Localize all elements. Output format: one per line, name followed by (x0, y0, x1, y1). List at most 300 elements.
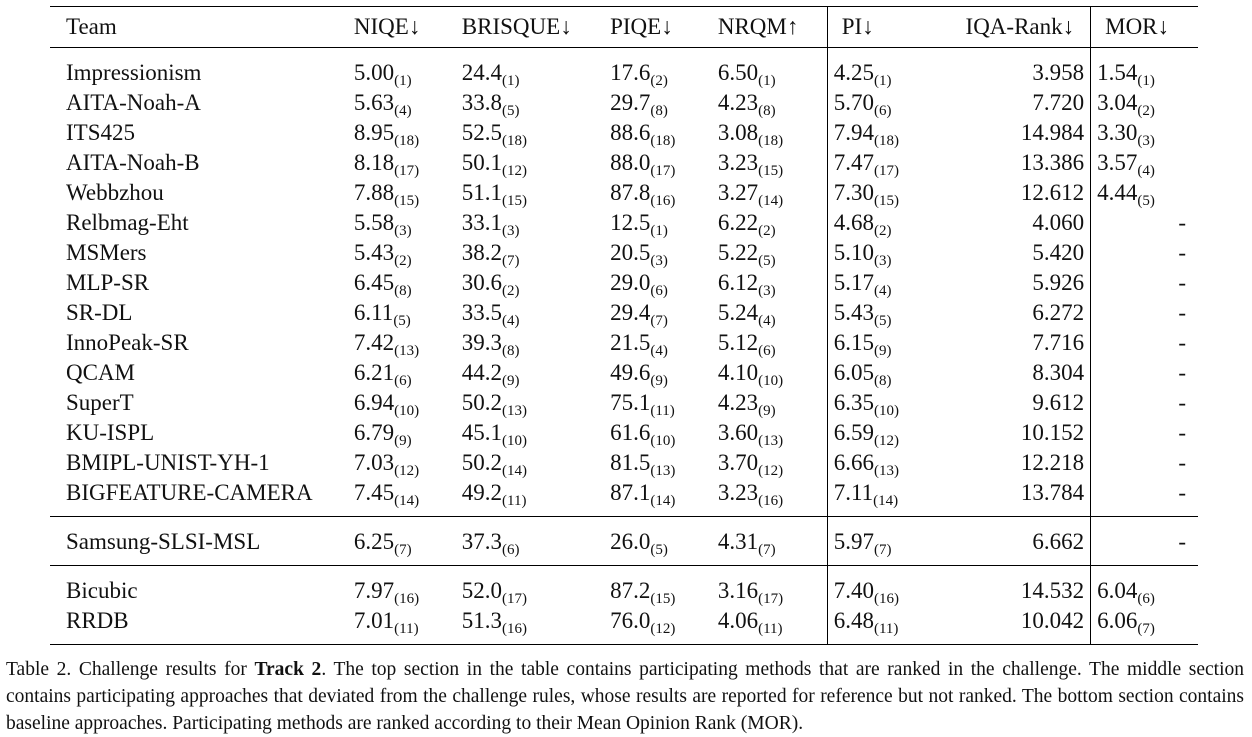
cell-value: 26.0 (610, 529, 651, 554)
cell-rank: (10) (502, 433, 528, 449)
cell-rank: (13) (873, 463, 899, 479)
cell-value: 6.66 (833, 450, 874, 475)
cell-value: 75.1 (610, 390, 651, 415)
cell-mor (1091, 448, 1198, 478)
cell-brisque (456, 238, 604, 268)
cell-mor (1091, 118, 1198, 148)
cell-rank: (9) (873, 343, 892, 359)
cell-mor (1091, 606, 1198, 645)
cell-nrqm (712, 148, 827, 178)
header-piqe: PIQE↓ (610, 14, 673, 39)
cell-iqa-rank: 5.420 (1032, 240, 1085, 265)
cell-value: - (1178, 300, 1186, 325)
cell-mor (1091, 328, 1198, 358)
cell-iqa-rank: 3.958 (1032, 60, 1085, 85)
cell-team: SuperT (66, 390, 134, 415)
cell-rank: (5) (650, 542, 668, 558)
cell-niqe (348, 298, 456, 328)
cell-piqe (604, 88, 712, 118)
cell-rank: (17) (394, 163, 420, 179)
cell-value: 6.06 (1097, 608, 1138, 633)
cell-pi (827, 48, 949, 89)
cell-value: 8.95 (353, 120, 395, 145)
cell-rank: (4) (758, 313, 776, 329)
cell-nrqm (712, 448, 827, 478)
cell-value: 5.43 (353, 240, 395, 265)
cell-rank: (17) (873, 163, 899, 179)
header-row (50, 7, 1198, 48)
cell-nrqm (712, 328, 827, 358)
cell-value: 37.3 (461, 529, 503, 554)
cell-value: 5.10 (833, 240, 874, 265)
cell-value: 87.8 (610, 180, 651, 205)
cell-value: 88.6 (610, 120, 651, 145)
cell-piqe (604, 566, 712, 607)
cell-niqe (348, 118, 456, 148)
cell-pi (827, 358, 949, 388)
cell-rank: (17) (758, 591, 784, 607)
cell-rank: (16) (394, 591, 420, 607)
cell-rank: (3) (650, 253, 668, 269)
cell-value: 1.54 (1097, 60, 1138, 85)
cell-value: 3.23 (717, 480, 759, 505)
cell-niqe (348, 478, 456, 517)
cell-value: 4.23 (717, 390, 759, 415)
cell-value: 5.12 (717, 330, 759, 355)
cell-piqe (604, 298, 712, 328)
cell-rank: (16) (873, 591, 899, 607)
cell-value: 4.10 (717, 360, 759, 385)
cell-value: 4.31 (717, 529, 759, 554)
cell-iqa-rank: 14.532 (1020, 578, 1085, 603)
cell-rank: (14) (650, 493, 676, 509)
cell-mor (1091, 418, 1198, 448)
cell-niqe (348, 517, 456, 566)
cell-pi (827, 238, 949, 268)
table-row (50, 88, 1198, 118)
cell-value: 3.27 (717, 180, 759, 205)
table-row (50, 328, 1198, 358)
cell-rank: (18) (394, 133, 420, 149)
cell-value: 5.24 (717, 300, 759, 325)
cell-niqe (348, 358, 456, 388)
cell-rank: (4) (650, 343, 668, 359)
cell-value: 50.1 (461, 150, 503, 175)
cell-brisque (456, 118, 604, 148)
cell-value: 3.04 (1097, 90, 1138, 115)
cell-niqe (348, 268, 456, 298)
cell-rank: (15) (873, 193, 899, 209)
cell-value: 7.42 (353, 330, 395, 355)
cell-value: - (1178, 270, 1186, 295)
cell-niqe (348, 48, 456, 89)
table-row (50, 148, 1198, 178)
cell-value: 6.59 (833, 420, 874, 445)
cell-rank: (18) (758, 133, 784, 149)
cell-value: 20.5 (610, 240, 651, 265)
cell-brisque (456, 388, 604, 418)
cell-value: 7.30 (833, 180, 874, 205)
cell-value: - (1178, 240, 1186, 265)
cell-team: QCAM (66, 360, 136, 385)
cell-piqe (604, 118, 712, 148)
cell-value: 6.35 (833, 390, 874, 415)
cell-team: BIGFEATURE-CAMERA (66, 480, 313, 505)
table-row (50, 478, 1198, 517)
cell-iqa-rank: 4.060 (1032, 210, 1085, 235)
cell-brisque (456, 517, 604, 566)
cell-rank: (2) (650, 73, 668, 89)
header-iqa-rank: IQA-Rank↓ (965, 14, 1075, 39)
cell-rank: (10) (758, 373, 784, 389)
cell-value: 3.30 (1097, 120, 1138, 145)
cell-rank: (7) (502, 253, 520, 269)
cell-rank: (12) (502, 163, 528, 179)
cell-value: 3.60 (717, 420, 759, 445)
cell-niqe (348, 88, 456, 118)
cell-nrqm (712, 298, 827, 328)
cell-iqa-rank: 13.784 (1020, 480, 1085, 505)
cell-rank: (17) (502, 591, 528, 607)
cell-mor (1091, 88, 1198, 118)
cell-value: 33.1 (461, 210, 503, 235)
header-brisque: BRISQUE↓ (461, 14, 572, 39)
cell-team: SR-DL (66, 300, 133, 325)
cell-rank: (3) (758, 283, 776, 299)
cell-team: InnoPeak-SR (66, 330, 189, 355)
cell-rank: (8) (650, 103, 668, 119)
table-row (50, 358, 1198, 388)
cell-rank: (7) (873, 542, 892, 558)
cell-rank: (18) (873, 133, 899, 149)
cell-brisque (456, 298, 604, 328)
cell-rank: (3) (873, 253, 892, 269)
cell-rank: (9) (394, 433, 412, 449)
cell-nrqm (712, 606, 827, 645)
cell-rank: (4) (873, 283, 892, 299)
cell-rank: (16) (758, 493, 784, 509)
header-niqe: NIQE↓ (353, 14, 421, 39)
cell-iqa-rank: 10.042 (1020, 608, 1085, 633)
cell-value: 7.88 (353, 180, 395, 205)
cell-team: AITA-Noah-A (66, 90, 201, 115)
cell-rank: (3) (394, 223, 412, 239)
cell-value: 49.6 (610, 360, 651, 385)
cell-value: 49.2 (461, 480, 503, 505)
section-baselines (50, 566, 1198, 645)
cell-value: 6.12 (717, 270, 759, 295)
cell-nrqm (712, 478, 827, 517)
cell-piqe (604, 606, 712, 645)
table-row (50, 606, 1198, 645)
section-unranked (50, 517, 1198, 566)
cell-team: MLP-SR (66, 270, 150, 295)
cell-value: 6.22 (717, 210, 759, 235)
cell-rank: (5) (873, 313, 892, 329)
cell-piqe (604, 268, 712, 298)
cell-rank: (6) (394, 373, 412, 389)
cell-value: 51.3 (461, 608, 503, 633)
cell-pi (827, 118, 949, 148)
table-row (50, 268, 1198, 298)
cell-mor (1091, 358, 1198, 388)
cell-niqe (348, 566, 456, 607)
cell-value: 6.11 (353, 300, 394, 325)
cell-value: 33.8 (461, 90, 503, 115)
cell-value: 6.15 (833, 330, 874, 355)
cell-rank: (13) (758, 433, 784, 449)
cell-value: 29.7 (610, 90, 651, 115)
cell-rank: (3) (502, 223, 520, 239)
cell-value: 3.16 (717, 578, 759, 603)
cell-team: BMIPL-UNIST-YH-1 (66, 450, 270, 475)
cell-team: Samsung-SLSI-MSL (66, 529, 261, 554)
cell-iqa-rank: 7.720 (1032, 90, 1085, 115)
cell-pi (827, 298, 949, 328)
cell-value: 88.0 (610, 150, 651, 175)
cell-rank: (11) (650, 403, 675, 419)
cell-value: - (1178, 360, 1186, 385)
cell-value: 6.79 (353, 420, 395, 445)
cell-rank: (9) (758, 403, 776, 419)
cell-rank: (8) (394, 283, 412, 299)
table-row (50, 238, 1198, 268)
cell-value: 39.3 (461, 330, 503, 355)
cell-rank: (11) (758, 621, 783, 637)
cell-value: 50.2 (461, 390, 503, 415)
cell-mor (1091, 178, 1198, 208)
cell-mor (1091, 517, 1198, 566)
cell-piqe (604, 478, 712, 517)
cell-iqa-rank: 9.612 (1032, 390, 1085, 415)
cell-value: 7.01 (353, 608, 395, 633)
cell-pi (827, 328, 949, 358)
cell-value: 5.22 (717, 240, 759, 265)
cell-rank: (11) (394, 621, 419, 637)
cell-value: 7.97 (353, 578, 395, 603)
cell-value: - (1178, 480, 1186, 505)
cell-rank: (4) (394, 103, 412, 119)
cell-nrqm (712, 178, 827, 208)
cell-brisque (456, 478, 604, 517)
cell-pi (827, 268, 949, 298)
cell-value: - (1178, 450, 1186, 475)
table-row (50, 208, 1198, 238)
table-header (50, 7, 1198, 48)
cell-value: 30.6 (461, 270, 503, 295)
cell-rank: (5) (393, 313, 411, 329)
cell-pi (827, 148, 949, 178)
cell-pi (827, 208, 949, 238)
cell-rank: (9) (502, 373, 520, 389)
cell-piqe (604, 328, 712, 358)
table-row (50, 298, 1198, 328)
cell-value: 6.48 (833, 608, 874, 633)
cell-rank: (6) (758, 343, 776, 359)
cell-value: 7.47 (833, 150, 874, 175)
table-row (50, 418, 1198, 448)
cell-value: - (1178, 330, 1186, 355)
cell-value: 4.25 (833, 60, 874, 85)
cell-mor (1091, 388, 1198, 418)
cell-value: 7.40 (833, 578, 874, 603)
cell-piqe (604, 448, 712, 478)
cell-mor (1091, 238, 1198, 268)
cell-piqe (604, 517, 712, 566)
header-team: Team (66, 14, 117, 39)
cell-iqa-rank: 12.612 (1020, 180, 1085, 205)
cell-value: 5.00 (353, 60, 395, 85)
cell-rank: (6) (502, 542, 520, 558)
table-caption (6, 656, 1244, 737)
cell-value: 3.70 (717, 450, 759, 475)
cell-piqe (604, 418, 712, 448)
cell-rank: (6) (650, 283, 668, 299)
cell-value: 4.68 (833, 210, 874, 235)
cell-rank: (1) (873, 73, 892, 89)
cell-pi (827, 606, 949, 645)
cell-nrqm (712, 238, 827, 268)
cell-rank: (11) (502, 493, 527, 509)
table-row (50, 178, 1198, 208)
table-row (50, 517, 1198, 566)
cell-value: 7.45 (353, 480, 395, 505)
cell-brisque (456, 268, 604, 298)
cell-rank: (10) (873, 403, 899, 419)
cell-value: 52.0 (461, 578, 503, 603)
header-nrqm: NRQM↑ (717, 14, 799, 39)
cell-rank: (12) (650, 621, 676, 637)
cell-nrqm (712, 566, 827, 607)
cell-rank: (4) (1137, 163, 1155, 179)
cell-iqa-rank: 12.218 (1020, 450, 1085, 475)
cell-brisque (456, 48, 604, 89)
cell-niqe (348, 178, 456, 208)
cell-pi (827, 517, 949, 566)
cell-niqe (348, 388, 456, 418)
cell-nrqm (712, 208, 827, 238)
cell-rank: (14) (873, 493, 899, 509)
cell-rank: (14) (394, 493, 420, 509)
cell-rank: (2) (394, 253, 412, 269)
cell-nrqm (712, 358, 827, 388)
cell-brisque (456, 418, 604, 448)
cell-iqa-rank: 7.716 (1032, 330, 1085, 355)
cell-value: 6.50 (717, 60, 759, 85)
cell-team: KU-ISPL (66, 420, 155, 445)
cell-niqe (348, 328, 456, 358)
cell-mor (1091, 268, 1198, 298)
cell-value: 7.94 (833, 120, 874, 145)
cell-piqe (604, 148, 712, 178)
cell-value: 87.2 (610, 578, 651, 603)
cell-value: 4.23 (717, 90, 759, 115)
cell-team: AITA-Noah-B (66, 150, 200, 175)
cell-niqe (348, 418, 456, 448)
cell-iqa-rank: 14.984 (1020, 120, 1085, 145)
cell-value: 5.58 (353, 210, 395, 235)
cell-team: Webbzhou (66, 180, 164, 205)
cell-rank: (10) (650, 433, 676, 449)
cell-nrqm (712, 48, 827, 89)
cell-value: - (1178, 420, 1186, 445)
cell-rank: (13) (394, 343, 420, 359)
cell-value: 87.1 (610, 480, 651, 505)
header-pi: PI↓ (827, 7, 949, 48)
cell-iqa-rank: 6.272 (1032, 300, 1085, 325)
cell-value: 8.18 (353, 150, 395, 175)
cell-pi (827, 566, 949, 607)
cell-rank: (1) (758, 73, 776, 89)
cell-rank: (2) (1137, 103, 1155, 119)
cell-piqe (604, 388, 712, 418)
cell-value: 44.2 (461, 360, 503, 385)
cell-rank: (17) (650, 163, 676, 179)
cell-value: 52.5 (461, 120, 503, 145)
cell-rank: (4) (502, 313, 520, 329)
cell-brisque (456, 566, 604, 607)
cell-mor (1091, 208, 1198, 238)
cell-rank: (15) (394, 193, 420, 209)
caption-track: Track 2 (254, 658, 322, 680)
cell-brisque (456, 606, 604, 645)
cell-value: 3.23 (717, 150, 759, 175)
cell-value: 21.5 (610, 330, 651, 355)
cell-rank: (16) (502, 621, 528, 637)
results-table (50, 6, 1198, 645)
cell-iqa-rank: 8.304 (1032, 360, 1085, 385)
cell-pi (827, 178, 949, 208)
cell-piqe (604, 358, 712, 388)
cell-team: Bicubic (66, 578, 138, 603)
cell-value: 45.1 (461, 420, 503, 445)
cell-rank: (6) (873, 103, 892, 119)
cell-rank: (16) (650, 193, 676, 209)
cell-brisque (456, 148, 604, 178)
cell-brisque (456, 328, 604, 358)
cell-value: 24.4 (461, 60, 503, 85)
table-row (50, 448, 1198, 478)
cell-value: 51.1 (461, 180, 503, 205)
cell-rank: (12) (873, 433, 899, 449)
cell-rank: (7) (758, 542, 776, 558)
cell-value: 38.2 (461, 240, 503, 265)
cell-rank: (12) (758, 463, 784, 479)
cell-mor (1091, 298, 1198, 328)
table-row (50, 566, 1198, 607)
cell-rank: (15) (502, 193, 528, 209)
cell-pi (827, 478, 949, 517)
cell-brisque (456, 208, 604, 238)
cell-rank: (2) (873, 223, 892, 239)
cell-brisque (456, 178, 604, 208)
cell-rank: (8) (758, 103, 776, 119)
cell-value: 61.6 (610, 420, 651, 445)
caption-text: . The top section in the table contains participating methods that are ranked in the challenge. The middle section contains participating approaches that deviated from the challenge rules, whose results are reported for reference but not ranked. The bottom section contains baseline approaches. Participating methods are ranked according to their Mean Opinion Rank (MOR). (6, 658, 1245, 734)
cell-rank: (14) (758, 193, 784, 209)
cell-value: 3.57 (1097, 150, 1138, 175)
cell-nrqm (712, 88, 827, 118)
caption-label: Table 2. Challenge results for (6, 658, 255, 680)
cell-niqe (348, 238, 456, 268)
cell-value: 5.63 (353, 90, 395, 115)
cell-value: 76.0 (610, 608, 651, 633)
cell-rank: (1) (394, 73, 412, 89)
cell-value: 6.25 (353, 529, 395, 554)
cell-rank: (11) (873, 621, 899, 637)
cell-rank: (6) (1137, 591, 1155, 607)
cell-rank: (10) (394, 403, 420, 419)
